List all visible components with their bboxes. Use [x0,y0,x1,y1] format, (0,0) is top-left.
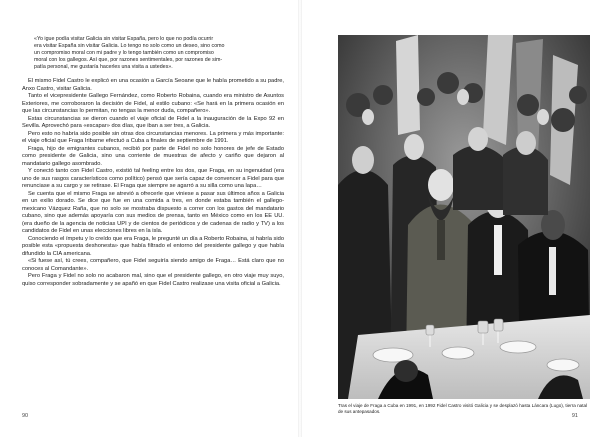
quote-line: un compromiso moral con mi padre y lo tengo también como un compromiso [34,50,214,57]
paragraph: Se cuenta que el mismo Fraga se atrevió a ofrecerle que viniese a pasar sus últimos años a Galicia en un exilio dorado. Se dice que fue en una comida a tres, en donde estaba también el gallego-mexicano Vázquez Raña, que no solo se mostraba dispuesto a correr con los gastos del mandatario cubano, sino que además apoyaría con sus medios de prensa, tanto en México como en los EE UU. (era dueño de la agencia de noticias UPI y de cientos de periódicos y de cadenas de radio y TV) a los candidatos de Fidel en unas elecciones libres en la isla. [22,190,284,235]
quote-line: «Yo igue podía visitar Galicia sin visitar España, pero lo que no podía ocurrir [34,36,214,42]
paragraph: Fraga, hijo de emigrantes cubanos, recibió por parte de Fidel no solo honores de jefe de Estado como presidente de Galicia, sino una corriente de muestras de afecto y cariño que dejaron al mandatario gallego asombrado. [22,145,284,167]
block-quote [34,36,284,71]
quote-line: era visitar España sin visitar Galicia. Lo tengo no solo como un deseo, sino como [34,43,225,50]
right-page [302,0,600,437]
photo-caption: Tras el viaje de Fraga a Cuba en 1991, en 1992 Fidel Castro visitó Galicia y se desplazó hasta Láncara (Lugo), tierra natal de sus antepasados. [338,403,588,414]
page-number: 91 [571,413,578,419]
body-text [22,36,284,288]
quote-line: moral con los gallegos. Así que, por razones sentimentales, por razones de sim- [34,57,223,64]
paragraph: Pero esto no habría sido posible sin otras dos circunstancias menores. La primera y más importante: el viaje oficial que Fraga Iribarne efectuó a Cuba a finales de septiembre de 1991. [22,130,284,145]
paragraph: Estas circunstancias se dieron cuando el viaje oficial de Fidel a la inauguración de la Expo 92 en Sevilla. Aprovechó para «escapar» dos días, que iban a ser tres, a Galicia. [22,115,284,130]
paragraph: Y conectó tanto con Fidel Castro, existió tal feeling entre los dos, que Fraga, en su ingenuidad (era uno de sus rasgos característicos como político) pensó que sería capaz de convencer a Fidel para que renunciase a su cargo y se retirase. El Fraga que siempre se agarró a su silla como una lapa… [22,168,284,190]
paragraph: «Si fuese así, tú crees, compañero, que Fidel seguiría siendo amigo de Fraga… Está claro que no conoces al Comandante». [22,258,284,272]
left-page [0,0,298,437]
paragraph: El mismo Fidel Castro le explicó en una ocasión a García Seoane que le había prometido a su padre, Anxo Castro, visitar Galicia. [22,78,284,92]
quote-line: patía personal, me gustaría hacerles una visita a ustedes». [34,64,173,71]
paragraph: Pero Fraga y Fidel no solo no acabaron mal, sino que el presidente gallego, en otro viaje muy suyo, quiso corresponder sobradamente y se apañó en que Fidel Castro realizase una visita oficial a Galicia. [22,273,284,287]
paragraph: Conociendo el ímpetu y lo creído que era Fraga, le pregunté un día a Roberto Robaina, si habría sido posible esta «propuesta deshonesta» que había filtrado el entorno del presidente gallego y que había difundido la CIA americana. [22,235,284,257]
paragraph: Tanto el vicepresidente Gallego Fernández, como Roberto Robaina, cuando era ministro de Asuntos Exteriores, me corroboraron la decisión de Fidel, al estilo cubano: «Se hará en la primera ocasión en que las circunstancias lo permitan, no tengas la menor duda, compañero». [22,93,284,115]
photo [338,35,590,399]
page-number: 90 [22,413,29,419]
